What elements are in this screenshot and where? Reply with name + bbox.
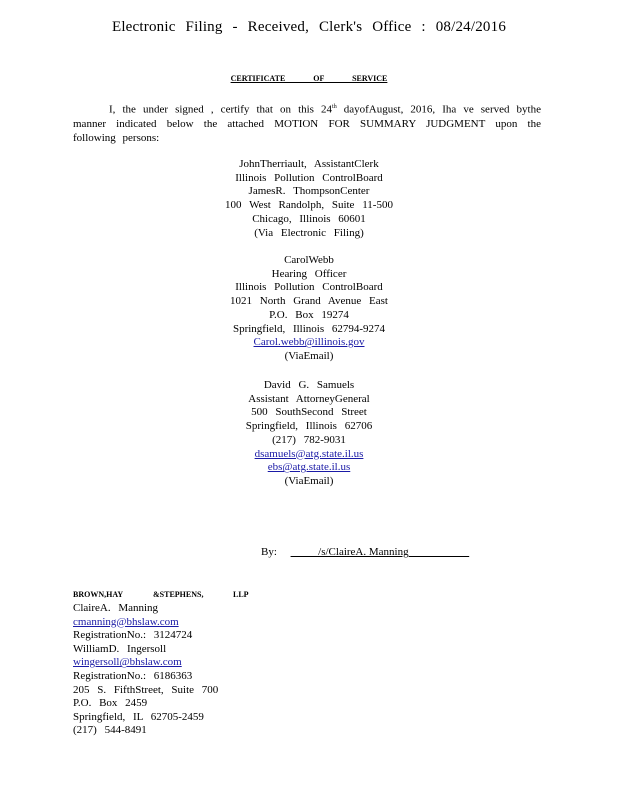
efiling-header: Electronic Filing - Received, Clerk's Office : 08/24/2016 xyxy=(111,19,507,35)
signature-by-label: By: xyxy=(261,546,277,558)
certificate-title-text: CERTIFICATE OF SERVICE xyxy=(230,74,388,83)
firm-address-line: Springfield, IL 62705-2459 xyxy=(73,710,204,723)
firm-address-line: 205 S. FifthStreet, Suite 700 xyxy=(73,683,219,696)
firm-name-part: LLP xyxy=(233,590,249,599)
signature-line xyxy=(261,546,469,558)
recipient-line: JohnTherriault, AssistantClerk xyxy=(239,158,379,170)
recipient-line: Illinois Pollution ControlBoard xyxy=(235,281,383,294)
email-link-wingersoll[interactable]: wingersoll@bhslaw.com xyxy=(73,656,182,669)
registration-number: RegistrationNo.: 3124724 xyxy=(73,629,193,642)
recipient-line: Assistant AttorneyGeneral xyxy=(248,392,370,405)
delivery-method: (ViaEmail) xyxy=(284,349,334,362)
recipient-line: Springfield, Illinois 62706 xyxy=(245,420,373,433)
registration-number: RegistrationNo.: 6186363 xyxy=(73,669,193,682)
attorney-name: WilliamD. Ingersoll xyxy=(73,642,167,655)
recipient-line: Springfield, Illinois 62794-9274 xyxy=(232,322,386,335)
attorney-name: ClaireA. Manning xyxy=(73,602,159,614)
statement-part-2: dayofAugust, 2016, Iha ve served bythe manner indicated below the attached MOTION FOR SUMMARY JUDGMENT upon the following persons: xyxy=(73,103,541,144)
recipient-block-attorney-general xyxy=(0,379,618,489)
recipient-line: (Via Electronic Filing) xyxy=(254,226,364,239)
recipient-line: 1021 North Grand Avenue East xyxy=(230,295,388,308)
recipient-line: Hearing Officer xyxy=(271,267,347,280)
recipient-line: Chicago, Illinois 60601 xyxy=(252,212,366,225)
email-link-ebs[interactable]: ebs@atg.state.il.us xyxy=(267,461,351,474)
firm-contact-block xyxy=(73,602,218,738)
firm-name-part: BROWN,HAY xyxy=(73,590,124,599)
recipient-line: CarolWebb xyxy=(284,254,334,266)
recipient-line: P.O. Box 19274 xyxy=(269,308,349,321)
recipient-line: David G. Samuels xyxy=(263,379,355,391)
email-link-cmanning[interactable]: cmanning@bhslaw.com xyxy=(73,615,179,628)
recipient-line: JamesR. ThompsonCenter xyxy=(248,185,370,198)
recipient-line: 100 West Randolph, Suite 11-500 xyxy=(225,199,393,212)
firm-phone: (217) 544-8491 xyxy=(73,724,147,737)
recipient-line: Illinois Pollution ControlBoard xyxy=(235,171,383,184)
certification-paragraph xyxy=(73,100,541,145)
certification-statement xyxy=(73,100,541,145)
email-link-dsamuels[interactable]: dsamuels@atg.state.il.us xyxy=(254,447,364,460)
recipient-block-hearing-officer xyxy=(0,254,618,364)
recipient-block-clerk xyxy=(0,158,618,240)
statement-part-1: I, the under signed , certify that on this 24 xyxy=(109,103,333,116)
firm-address-line: P.O. Box 2459 xyxy=(73,697,148,710)
email-link-carol-webb[interactable]: Carol.webb@illinois.gov xyxy=(253,336,365,349)
delivery-method: (ViaEmail) xyxy=(284,474,334,487)
day-ordinal-suffix: th xyxy=(332,104,337,110)
certificate-title xyxy=(0,74,618,83)
signature-name: _____/s/ClaireA. Manning___________ xyxy=(290,546,470,558)
recipient-line: 500 SouthSecond Street xyxy=(251,406,367,419)
firm-name-part: &STEPHENS, xyxy=(153,590,204,599)
recipient-line: (217) 782-9031 xyxy=(272,433,346,446)
